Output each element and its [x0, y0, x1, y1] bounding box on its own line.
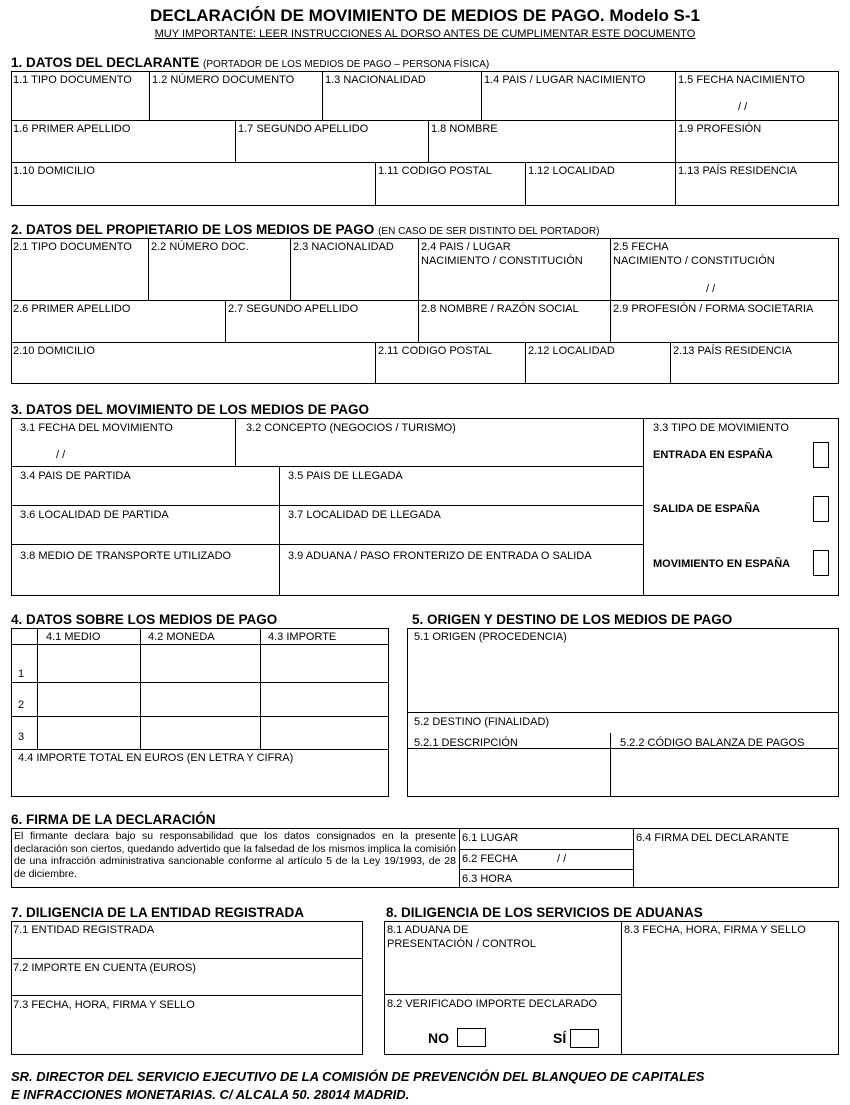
field-2-10-domicilio[interactable]: 2.10 DOMICILIO — [13, 345, 95, 357]
field-1-6-primer-apellido[interactable]: 1.6 PRIMER APELLIDO — [13, 123, 131, 135]
field-1-8-nombre[interactable]: 1.8 NOMBRE — [431, 123, 498, 135]
date-slashes: / / — [56, 449, 66, 461]
row-number: 3 — [18, 731, 25, 743]
column-header-moneda: 4.2 MONEDA — [148, 631, 215, 643]
section-2-heading: 2. DATOS DEL PROPIETARIO DE LOS MEDIOS DE PAGO (EN CASO DE SER DISTINTO DEL PORTADOR) — [11, 222, 600, 237]
field-1-3-nacionalidad[interactable]: 1.3 NACIONALIDAD — [325, 74, 426, 86]
date-slashes: / / — [706, 283, 716, 295]
date-slashes: / / — [557, 853, 567, 865]
field-3-8-medio-transporte[interactable]: 3.8 MEDIO DE TRANSPORTE UTILIZADO — [20, 550, 232, 562]
column-header-medio: 4.1 MEDIO — [46, 631, 101, 643]
option-movimiento-label: MOVIMIENTO EN ESPAÑA — [653, 558, 791, 570]
field-2-4-pais-lugar[interactable]: 2.4 PAIS / LUGAR NACIMIENTO / CONSTITUCIÓN — [421, 241, 583, 267]
field-1-4-pais-nacimiento[interactable]: 1.4 PAIS / LUGAR NACIMIENTO — [484, 74, 646, 86]
field-1-1-tipo-documento[interactable]: 1.1 TIPO DOCUMENTO — [13, 74, 132, 86]
field-2-13-pais-residencia[interactable]: 2.13 PAÍS RESIDENCIA — [673, 345, 793, 357]
field-2-2-numero-doc[interactable]: 2.2 NÚMERO DOC. — [151, 241, 249, 253]
field-5-1-origen[interactable]: 5.1 ORIGEN (PROCEDENCIA) — [414, 631, 567, 643]
field-6-1-lugar[interactable]: 6.1 LUGAR — [462, 832, 519, 844]
field-8-3-fecha-firma-sello[interactable]: 8.3 FECHA, HORA, FIRMA Y SELLO — [624, 924, 806, 936]
field-7-2-importe-cuenta[interactable]: 7.2 IMPORTE EN CUENTA (EUROS) — [13, 962, 196, 974]
field-2-3-nacionalidad[interactable]: 2.3 NACIONALIDAD — [293, 241, 394, 253]
section-5-heading: 5. ORIGEN Y DESTINO DE LOS MEDIOS DE PAGO — [412, 612, 733, 627]
table-cell-moneda[interactable] — [141, 645, 259, 681]
field-1-13-pais-residencia[interactable]: 1.13 PAÍS RESIDENCIA — [678, 165, 798, 177]
field-2-6-primer-apellido[interactable]: 2.6 PRIMER APELLIDO — [13, 303, 131, 315]
si-label: SÍ — [553, 1030, 567, 1046]
field-8-1-aduana-presentacion[interactable]: 8.1 ADUANA DE PRESENTACIÓN / CONTROL — [387, 924, 536, 950]
page-title: DECLARACIÓN DE MOVIMIENTO DE MEDIOS DE PAGO. Modelo S-1 — [149, 6, 701, 25]
field-2-8-nombre-razon-social[interactable]: 2.8 NOMBRE / RAZÓN SOCIAL — [421, 303, 579, 315]
column-header-importe: 4.3 IMPORTE — [268, 631, 337, 643]
field-2-9-profesion-forma-societaria[interactable]: 2.9 PROFESIÓN / FORMA SOCIETARIA — [613, 303, 814, 315]
table-cell-importe[interactable] — [261, 645, 388, 681]
no-checkbox[interactable] — [457, 1028, 486, 1047]
field-2-11-codigo-postal[interactable]: 2.11 CODIGO POSTAL — [378, 345, 492, 357]
movimiento-checkbox[interactable] — [813, 550, 829, 576]
section-1-box — [11, 71, 839, 206]
row-number: 2 — [18, 699, 25, 711]
section-7-box — [11, 921, 363, 1055]
field-7-1-entidad-registrada[interactable]: 7.1 ENTIDAD REGISTRADA — [13, 924, 155, 936]
field-2-5-fecha[interactable]: 2.5 FECHA NACIMIENTO / CONSTITUCIÓN — [613, 241, 775, 267]
field-1-5-fecha-nacimiento[interactable]: 1.5 FECHA NACIMIENTO — [678, 74, 805, 86]
field-1-11-codigo-postal[interactable]: 1.11 CODIGO POSTAL — [378, 165, 492, 177]
declaration-statement: El firmante declara bajo su responsabilidad que los datos consignados en la presente declaración son ciertos, quedando advertido que la falsedad de los mismos implica la comisión de una infracción administrativa sancionable conforme al artículo 5 de la Ley 19/1993, de 28 de diciembre. — [14, 830, 456, 880]
entrada-checkbox[interactable] — [813, 442, 829, 468]
field-6-3-hora[interactable]: 6.3 HORA — [462, 873, 513, 885]
recipient-address: SR. DIRECTOR DEL SERVICIO EJECUTIVO DE LA COMISIÓN DE PREVENCIÓN DEL BLANQUEO DE CAPITALES E INFRACCIONES MONETARIAS. C/ ALCALA 50. 28014 MADRID. — [11, 1069, 705, 1102]
field-1-7-segundo-apellido[interactable]: 1.7 SEGUNDO APELLIDO — [238, 123, 369, 135]
field-6-4-firma-declarante[interactable]: 6.4 FIRMA DEL DECLARANTE — [636, 832, 790, 844]
field-3-1-fecha-movimiento[interactable]: 3.1 FECHA DEL MOVIMIENTO — [20, 422, 173, 434]
field-1-9-profesion[interactable]: 1.9 PROFESIÓN — [678, 123, 762, 135]
field-1-10-domicilio[interactable]: 1.10 DOMICILIO — [13, 165, 95, 177]
salida-checkbox[interactable] — [813, 496, 829, 522]
si-checkbox[interactable] — [570, 1029, 599, 1048]
option-salida-label: SALIDA DE ESPAÑA — [653, 503, 760, 515]
field-2-7-segundo-apellido[interactable]: 2.7 SEGUNDO APELLIDO — [228, 303, 359, 315]
field-1-2-numero-documento[interactable]: 1.2 NÚMERO DOCUMENTO — [152, 74, 295, 86]
field-3-5-pais-llegada[interactable]: 3.5 PAIS DE LLEGADA — [288, 470, 403, 482]
date-slashes: / / — [738, 101, 748, 113]
instructions-notice: MUY IMPORTANTE: LEER INSTRUCCIONES AL DORSO ANTES DE CUMPLIMENTAR ESTE DOCUMENTO — [154, 28, 696, 40]
field-6-2-fecha[interactable]: 6.2 FECHA — [462, 853, 518, 865]
section-7-heading: 7. DILIGENCIA DE LA ENTIDAD REGISTRADA — [11, 905, 305, 920]
field-3-4-pais-partida[interactable]: 3.4 PAIS DE PARTIDA — [20, 470, 131, 482]
field-5-2-destino: 5.2 DESTINO (FINALIDAD) — [414, 716, 550, 728]
field-3-3-tipo-movimiento-label: 3.3 TIPO DE MOVIMIENTO — [653, 422, 789, 434]
field-2-12-localidad[interactable]: 2.12 LOCALIDAD — [528, 345, 615, 357]
field-5-2-1-descripcion[interactable]: 5.2.1 DESCRIPCIÓN — [414, 737, 518, 749]
section-1-heading: 1. DATOS DEL DECLARANTE (PORTADOR DE LOS MEDIOS DE PAGO – PERSONA FÍSICA) — [11, 55, 490, 70]
table-cell-medio[interactable] — [38, 645, 139, 681]
field-5-2-2-codigo-balanza[interactable]: 5.2.2 CÓDIGO BALANZA DE PAGOS — [620, 737, 805, 749]
field-8-2-verificado-importe: 8.2 VERIFICADO IMPORTE DECLARADO — [387, 998, 598, 1010]
field-7-3-fecha-firma-sello[interactable]: 7.3 FECHA, HORA, FIRMA Y SELLO — [13, 999, 195, 1011]
section-3-heading: 3. DATOS DEL MOVIMIENTO DE LOS MEDIOS DE PAGO — [11, 402, 370, 417]
row-number: 1 — [18, 668, 25, 680]
field-3-7-localidad-llegada[interactable]: 3.7 LOCALIDAD DE LLEGADA — [288, 509, 441, 521]
field-4-4-importe-total[interactable]: 4.4 IMPORTE TOTAL EN EUROS (EN LETRA Y CIFRA) — [18, 752, 294, 764]
section-8-heading: 8. DILIGENCIA DE LOS SERVICIOS DE ADUANAS — [386, 905, 703, 920]
field-3-9-aduana-paso[interactable]: 3.9 ADUANA / PASO FRONTERIZO DE ENTRADA O SALIDA — [288, 550, 592, 562]
field-1-12-localidad[interactable]: 1.12 LOCALIDAD — [528, 165, 615, 177]
field-2-1-tipo-documento[interactable]: 2.1 TIPO DOCUMENTO — [13, 241, 132, 253]
no-label: NO — [428, 1030, 449, 1046]
field-3-6-localidad-partida[interactable]: 3.6 LOCALIDAD DE PARTIDA — [20, 509, 169, 521]
section-6-heading: 6. FIRMA DE LA DECLARACIÓN — [11, 812, 216, 827]
field-3-2-concepto[interactable]: 3.2 CONCEPTO (NEGOCIOS / TURISMO) — [246, 422, 456, 434]
option-entrada-label: ENTRADA EN ESPAÑA — [653, 449, 773, 461]
section-4-heading: 4. DATOS SOBRE LOS MEDIOS DE PAGO — [11, 612, 278, 627]
